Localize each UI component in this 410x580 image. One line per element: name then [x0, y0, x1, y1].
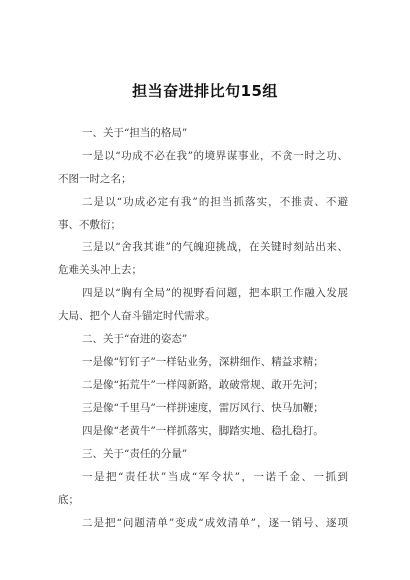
- paragraph-line: 事、不敷衍；: [58, 219, 121, 231]
- section-heading-1: 一、关于“担当的格局”: [82, 127, 188, 139]
- paragraph-line: 一是以“功成不必在我”的境界谋事业，不贪一时之功、: [82, 150, 348, 162]
- paragraph-line: 二是以“功成必定有我”的担当抓落实，不推责、不避: [82, 196, 348, 208]
- paragraph-line: 危难关头冲上去；: [58, 264, 142, 276]
- paragraph-line: 底；: [58, 494, 79, 506]
- paragraph-line: 一是像“钉钉子”一样钻业务，深耕细作、精益求精；: [82, 356, 324, 368]
- paragraph-line: 大局、把个人奋斗锚定时代需求。: [58, 310, 216, 322]
- paragraph-line: 一是把“责任状”当成“军令状”，一诺千金、一抓到: [82, 471, 348, 483]
- paragraph-line: 二是把“问题清单”变成“成效清单”，逐一销号、逐项: [82, 517, 348, 529]
- document-title: 担当奋进排比句15组: [132, 82, 278, 100]
- paragraph-line: 四是像“老黄牛”一样抓落实，脚踏实地、稳扎稳打。: [82, 425, 324, 437]
- paragraph-line: 四是以“胸有全局”的视野看问题，把本职工作融入发展: [82, 287, 348, 299]
- paragraph-line: 二是像“拓荒牛”一样闯新路，敢破常规、敢开先河；: [82, 379, 324, 391]
- section-heading-3: 三、关于“责任的分量”: [82, 448, 188, 460]
- section-heading-2: 二、关于“奋进的姿态”: [82, 333, 188, 345]
- paragraph-line: 三是以“舍我其谁”的气魄迎挑战，在关键时刻站出来、: [82, 241, 348, 253]
- paragraph-line: 三是像“千里马”一样拼速度，雷厉风行、快马加鞭；: [82, 402, 324, 414]
- paragraph-line: 不图一时之名；: [58, 173, 132, 185]
